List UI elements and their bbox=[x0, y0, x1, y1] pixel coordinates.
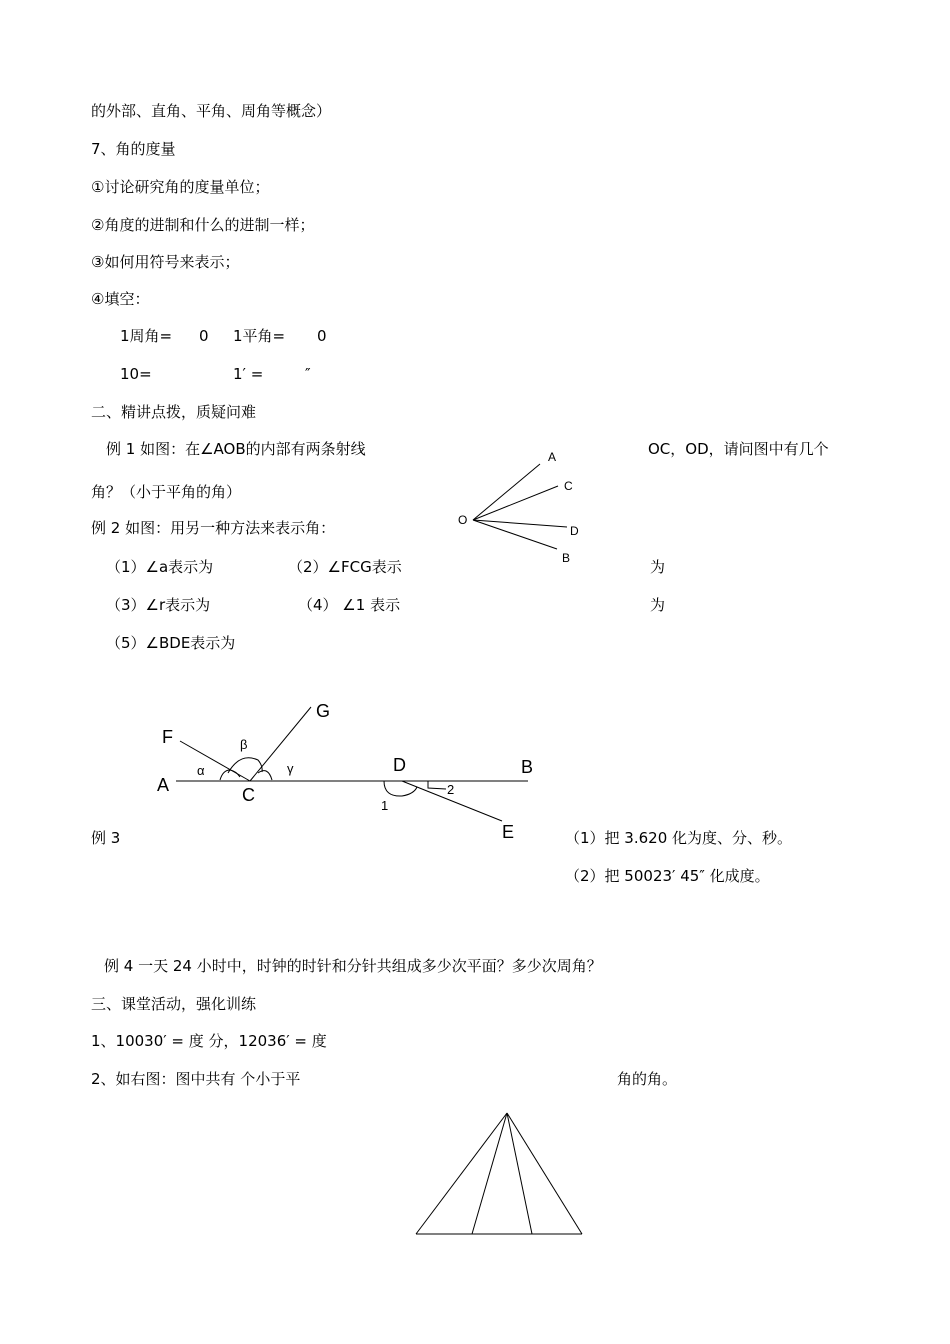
label-g: G bbox=[316, 701, 331, 721]
section-heading: 三、课堂活动，强化训练 bbox=[91, 995, 257, 1013]
example-text: 例 1 如图：在∠AOB的内部有两条射线 bbox=[106, 440, 366, 458]
text-line: ②角度的进制和什么的进制一样； bbox=[91, 216, 315, 234]
fill-label: 10= bbox=[120, 365, 152, 383]
side-left bbox=[416, 1113, 507, 1234]
inner-ray-1 bbox=[472, 1113, 507, 1234]
text-line: ③如何用符号来表示； bbox=[91, 253, 240, 271]
exercise-item: 角的角。 bbox=[617, 1070, 678, 1088]
example-text: 角？（小于平角的角） bbox=[91, 483, 242, 501]
section-heading: 二、精讲点拨，质疑问难 bbox=[91, 403, 257, 421]
label-b: B bbox=[562, 551, 571, 565]
question-item: （2）∠FCG表示 bbox=[288, 558, 402, 576]
question-item: （2）把 50023′ 45″ 化成度。 bbox=[565, 867, 770, 885]
label-b2: B bbox=[521, 757, 534, 777]
label-e: E bbox=[502, 822, 515, 842]
example-text: OC，OD，请问图中有几个 bbox=[648, 440, 829, 458]
label-a: A bbox=[548, 450, 557, 464]
label-d: D bbox=[570, 524, 579, 538]
question-item: 为 bbox=[650, 558, 666, 576]
exercise-item: 2、如右图：图中共有 个小于平 bbox=[91, 1070, 301, 1088]
fill-label: 1周角= bbox=[120, 327, 173, 345]
fill-blank: 0 bbox=[199, 327, 209, 345]
example-text: 例 3 bbox=[91, 829, 121, 847]
fill-label: 1平角= bbox=[233, 327, 286, 345]
text-line: ①讨论研究角的度量单位； bbox=[91, 178, 270, 196]
label-beta: β bbox=[240, 737, 248, 752]
fill-label: 1′ = bbox=[233, 365, 264, 383]
label-gamma: γ bbox=[287, 761, 294, 776]
fill-blank: ″ bbox=[305, 365, 311, 383]
label-a2: A bbox=[157, 775, 170, 795]
question-item: （5）∠BDE表示为 bbox=[106, 634, 236, 652]
label-d2: D bbox=[393, 755, 406, 775]
exercise-item: 1、10030′ = 度 分，12036′ = 度 bbox=[91, 1032, 327, 1050]
question-item: （4） ∠1 表示 bbox=[298, 596, 401, 614]
label-f: F bbox=[162, 727, 173, 747]
label-o: O bbox=[458, 513, 468, 527]
text-line: 的外部、直角、平角、周角等概念） bbox=[91, 102, 332, 120]
fill-blank: 0 bbox=[317, 327, 327, 345]
question-item: 为 bbox=[650, 596, 666, 614]
question-item: （3）∠r表示为 bbox=[106, 596, 211, 614]
label-1: 1 bbox=[381, 798, 389, 813]
question-item: （1）∠a表示为 bbox=[106, 558, 214, 576]
section-heading: 7、角的度量 bbox=[91, 140, 176, 158]
example-text: 例 4 一天 24 小时中，时钟的时针和分针共组成多少次平面？多少次周角？ bbox=[104, 957, 602, 975]
label-c2: C bbox=[242, 785, 255, 805]
question-item: （1）把 3.620 化为度、分、秒。 bbox=[565, 829, 793, 847]
label-c: C bbox=[564, 479, 573, 493]
text-line: ④填空： bbox=[91, 290, 150, 308]
label-alpha: α bbox=[197, 763, 205, 778]
side-right bbox=[507, 1113, 582, 1234]
inner-ray-2 bbox=[507, 1113, 532, 1234]
example-text: 例 2 如图：用另一种方法来表示角： bbox=[91, 519, 336, 537]
label-2: 2 bbox=[447, 782, 455, 797]
